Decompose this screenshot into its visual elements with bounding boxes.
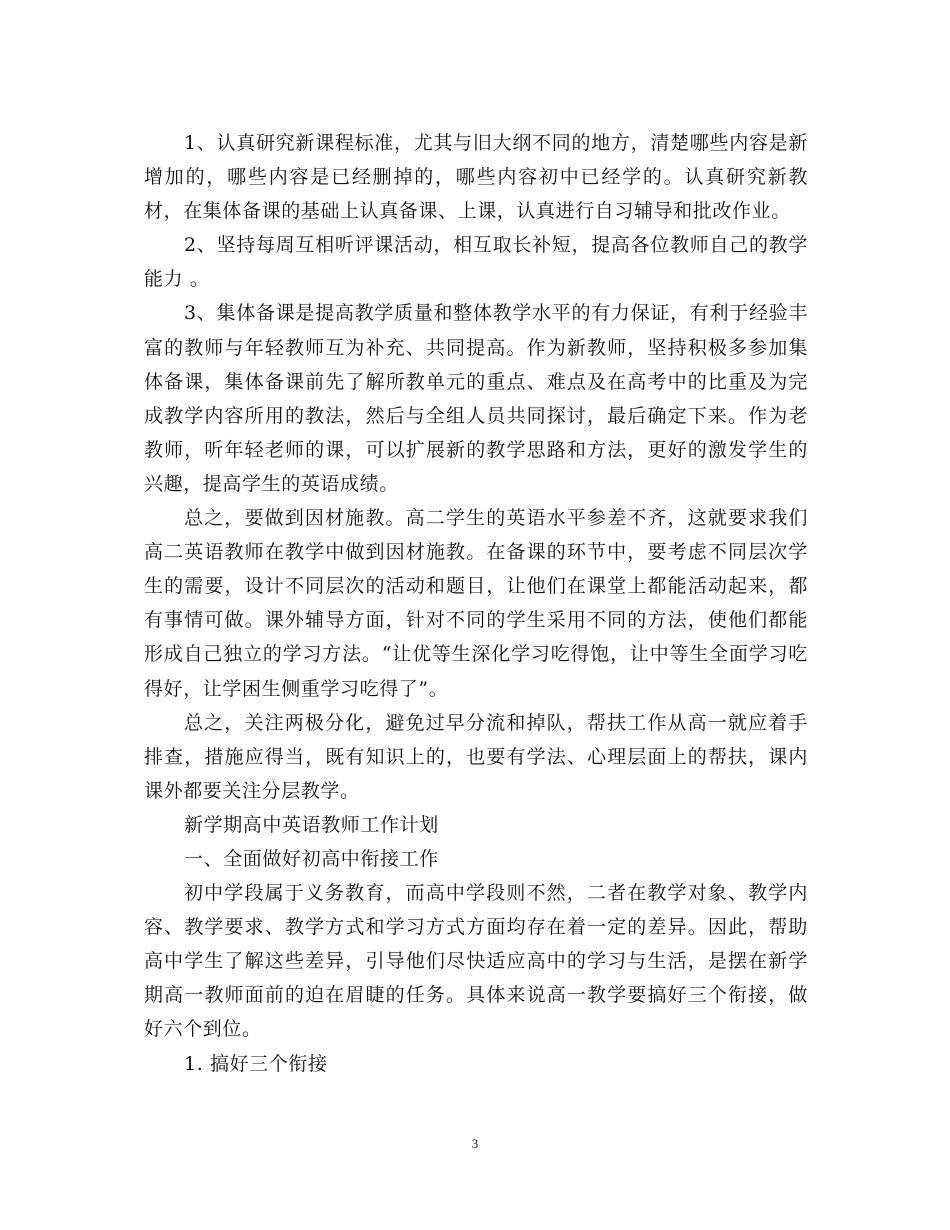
- paragraph-3: 3、集体备课是提高教学质量和整体教学水平的有力保证，有利于经验丰富的教师与年轻教师互为补充、共同提高。作为新教师，坚持积极多参加集体备课，集体备课前先了解所教单元的重点、难点及在高考中的比重及为完成教学内容所用的教法，然后与全组人员共同探讨，最后确定下来。作为老教师，听年轻老师的课，可以扩展新的教学思路和方法，更好的激发学生的兴趣，提高学生的英语成绩。: [144, 302, 808, 495]
- paragraph-5: 总之，关注两极分化，避免过早分流和掉队，帮扶工作从高一就应着手排查，措施应得当，既有知识上的，也要有学法、心理层面上的帮扶，课内课外都要关注分层教学。: [144, 711, 808, 802]
- paragraph-2: 2、坚持每周互相听评课活动，相互取长补短，提高各位教师自己的教学能力 。: [144, 234, 808, 291]
- paragraph-4: 总之，要做到因材施教。高二学生的英语水平参差不齐，这就要求我们高二英语教师在教学中做到因材施教。在备课的环节中，要考虑不同层次学生的需要，设计不同层次的活动和题目，让他们在课堂上都能活动起来，都有事情可做。课外辅导方面，针对不同的学生采用不同的方法，使他们都能形成自己独立的学习方法。“让优等生深化学习吃得饱，让中等生全面学习吃得好，让学困生侧重学习吃得了”。: [144, 507, 808, 700]
- paragraph-6: 初中学段属于义务教育，而高中学段则不然，二者在教学对象、教学内容、教学要求、教学方式和学习方式方面均存在着一定的差异。因此，帮助高中学生了解这些差异，引导他们尽快适应高中的学习与生活，是摆在新学期高一教师面前的迫在眉睫的任务。具体来说高一教学要搞好三个衔接，做好六个到位。: [144, 882, 808, 1041]
- paragraph-1: 1、认真研究新课程标准，尤其与旧大纲不同的地方，清楚哪些内容是新增加的，哪些内容是已经删掉的，哪些内容初中已经学的。认真研究新教材，在集体备课的基础上认真备课、上课，认真进行自习辅导和批改作业。: [144, 132, 808, 223]
- section-title: 新学期高中英语教师工作计划: [184, 813, 439, 836]
- subsection-heading-1: 1. 搞好三个衔接: [184, 1052, 328, 1075]
- page-number: 3: [471, 1136, 479, 1151]
- section-heading-1: 一、全面做好初高中衔接工作: [184, 847, 439, 870]
- document-body: [144, 126, 808, 1081]
